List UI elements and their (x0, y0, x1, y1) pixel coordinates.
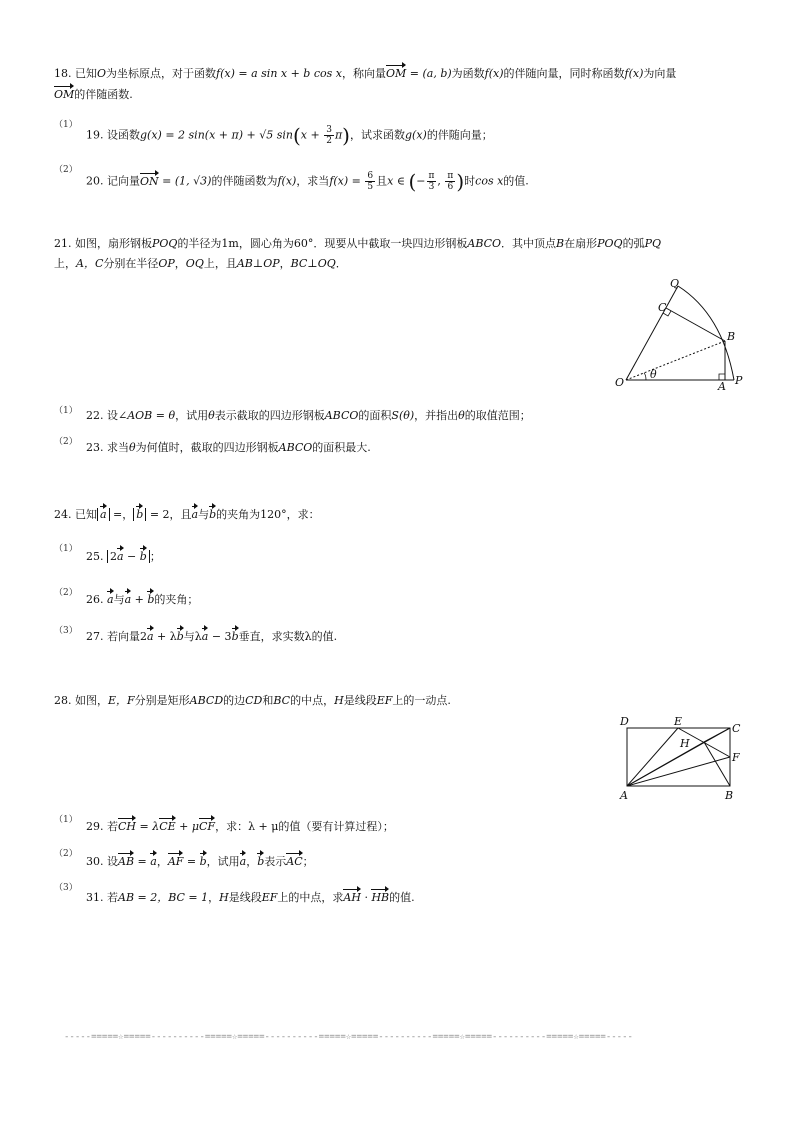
q20-vector: ON (140, 174, 159, 188)
vector-ac: AC (286, 855, 303, 868)
q29-label: （1） (54, 815, 78, 825)
q20-line (86, 171, 529, 192)
q25-text: ； (149, 550, 161, 563)
q20-text: 记向量 (107, 174, 140, 188)
q31-text: 是线段 (228, 891, 262, 904)
q29-math: + μ (175, 820, 200, 833)
q21-text: ， (279, 257, 291, 270)
vector-a: a (124, 593, 132, 606)
q18-text: 为函数 (451, 67, 485, 80)
q28-text: 如图， (75, 694, 108, 707)
q21-text: 分别在半径 (103, 257, 159, 270)
q29-text: 若 (107, 820, 118, 833)
q28-number: 28. (54, 694, 72, 707)
q19-math: x + (300, 128, 324, 142)
q27-math: 2 (140, 630, 147, 643)
q27-text: 若向量 (107, 630, 140, 643)
q30-text: 表示 (264, 855, 287, 868)
q24-text: 与 (198, 508, 210, 521)
q21-text: 的弧 (622, 237, 645, 250)
q21-math: ABCO (467, 237, 502, 250)
q31-line (86, 891, 415, 905)
q20-math: cos x (475, 174, 504, 188)
q31-number: 31. (86, 891, 104, 904)
q20-math: f(x) (277, 174, 297, 188)
q21-line2 (54, 257, 347, 271)
q31-math: AB = 2，BC = 1 (118, 891, 209, 904)
frac-den: 2 (326, 136, 332, 146)
q30-text: ； (302, 855, 314, 868)
q18-math: f(x) = a sin x + b cos x (216, 67, 342, 80)
q22-math: ABCO (324, 409, 359, 422)
q30-number: 30. (86, 855, 104, 868)
q20-text: 的伴随函数为 (211, 174, 278, 188)
sector-figure (612, 278, 752, 394)
q21-text: ．其中顶点 (501, 237, 557, 250)
q28-math: H (334, 694, 344, 707)
q30-text: ， (156, 855, 168, 868)
vector-a: a (191, 508, 199, 521)
q24-number: 24. (54, 508, 72, 521)
arc-pq (678, 286, 734, 380)
vector-cf: CF (199, 820, 216, 833)
label-d: D (620, 715, 629, 728)
q22-text: 表示截取的四边形钢板 (214, 409, 325, 422)
q21-number: 21. (54, 237, 72, 250)
q28-text: 和 (262, 694, 274, 707)
q19-text: 设函数 (107, 128, 140, 142)
vector-a: a (150, 855, 157, 868)
segment-hb (704, 742, 730, 786)
q19-math: π (334, 128, 343, 142)
q20-fraction (365, 171, 375, 192)
q19-label: （1） (54, 120, 78, 130)
q23-text: 为何值时，截取的四边形钢板 (135, 441, 279, 454)
frac-num: π (447, 171, 454, 181)
q26-text: 的夹角； (154, 593, 199, 606)
q23-line (86, 441, 371, 455)
label-q: Q (670, 278, 680, 290)
q19-math: g(x) (404, 128, 427, 142)
q21-math: POQ (597, 237, 623, 250)
q25-math: − (123, 550, 140, 563)
q22-math: ∠AOB = θ (118, 409, 176, 422)
q28-line (54, 694, 451, 708)
vector-a: a (107, 593, 114, 606)
vector-ah: AH (343, 891, 361, 904)
q20-fraction (445, 171, 455, 192)
q25-line (86, 550, 161, 564)
vector-b: b (139, 550, 147, 563)
q21-text: 的半径为1m，圆心角为60°．现要从中截取一块四边形钢板 (177, 237, 468, 250)
vector-ab: AB (118, 855, 135, 868)
q31-text: 上的中点，求 (277, 891, 344, 904)
label-theta: θ (650, 368, 657, 381)
vector-hb: HB (371, 891, 390, 904)
q22-math: θ (458, 409, 465, 422)
q27-math: λ (194, 630, 202, 643)
q30-text: ， (246, 855, 258, 868)
q31-text: 的值. (389, 891, 415, 904)
q27-math: + λ (153, 630, 177, 643)
q22-math: S(θ) (391, 409, 415, 422)
q20-number: 20. (86, 174, 104, 188)
q20-paren: ) (456, 169, 465, 194)
q24-text: =， (109, 508, 134, 521)
q20-text: 的值. (503, 174, 529, 188)
q21-math: PQ (644, 237, 661, 250)
vector-b: b (231, 630, 239, 643)
q26-text: 与 (113, 593, 125, 606)
q20-text: ，求当 (296, 174, 330, 188)
q30-text: 设 (107, 855, 118, 868)
q28-text: 的中点， (290, 694, 335, 707)
q19-math: g(x) = 2 sin(x + π) + √5 sin (140, 128, 293, 142)
q22-number: 22. (86, 409, 104, 422)
q18-text: 已知 (75, 67, 97, 80)
q21-text: ， (174, 257, 186, 270)
q28-text: 上的一动点. (392, 694, 451, 707)
q18-text: 为坐标原点，对于函数 (106, 67, 217, 80)
q28-math: ABCD (189, 694, 224, 707)
q19-text: 的伴随向量； (426, 128, 493, 142)
frac-num: 6 (367, 171, 374, 181)
frac-den: 6 (447, 182, 454, 192)
q21-text: 在扇形 (564, 237, 598, 250)
q23-text: 求当 (107, 441, 129, 454)
q20-math: , (437, 174, 445, 188)
segment-hc (704, 728, 730, 742)
q19-line (86, 125, 493, 146)
q23-text: 的面积最大. (312, 441, 371, 454)
label-h: H (680, 737, 690, 750)
q24-line (54, 508, 320, 522)
vector-b: b (147, 593, 155, 606)
rectangle-figure (614, 712, 748, 804)
vector-a: a (239, 855, 247, 868)
segment-ob (626, 341, 725, 380)
vector-b: b (209, 508, 217, 521)
segment-af (627, 757, 730, 786)
q20-text: 且 (376, 174, 388, 188)
vector-b: b (257, 855, 265, 868)
q18-text: 的伴随向量，同时称函数 (503, 67, 625, 80)
q27-number: 27. (86, 630, 104, 643)
vector-a: a (100, 508, 107, 521)
q21-math: OQ (185, 257, 204, 270)
q30-math: = (134, 855, 151, 868)
q24-text: 的夹角为120°，求： (216, 508, 320, 521)
vector-b: b (199, 855, 207, 868)
q28-math: E，F (108, 694, 135, 707)
theta-arc (644, 373, 646, 380)
vector-a: a (117, 550, 124, 563)
q31-math: · (360, 891, 372, 904)
q21-text: ． (335, 257, 347, 270)
q23-math: ABCO (278, 441, 313, 454)
q23-label: （2） (54, 437, 78, 447)
frac-den: 5 (367, 182, 374, 192)
segment-ah (627, 742, 704, 786)
q21-math: BC⊥OQ (290, 257, 336, 270)
frac-den: 3 (428, 182, 435, 192)
q21-text: 上， (54, 257, 76, 270)
label-b: B (725, 789, 734, 802)
q23-math: θ (129, 441, 136, 454)
q26-math: + (131, 593, 148, 606)
footer-divider: -----=====☆=====----------=====☆=====----------=====☆=====----------=====☆=====----------=====☆=====----- (64, 1032, 633, 1042)
q19-number: 19. (86, 128, 104, 142)
q20-math: = (1, √3) (158, 174, 212, 188)
q30-line (86, 855, 314, 869)
q27-text: 垂直，求实数λ的值. (238, 630, 338, 643)
vector-b: b (136, 508, 144, 521)
q18-text: 为向量 (643, 67, 677, 80)
radius-oq (626, 286, 678, 380)
label-c: C (658, 301, 667, 314)
q29-math: = λ (136, 820, 160, 833)
q31-label: （3） (54, 883, 78, 893)
q20-text: 时 (464, 174, 476, 188)
label-f: F (732, 751, 740, 764)
q22-text: 设 (107, 409, 118, 422)
q21-math: A，C (76, 257, 104, 270)
q25-label: （1） (54, 544, 78, 554)
q20-math: − (416, 174, 426, 188)
q27-text: 与 (183, 630, 195, 643)
vector-af: AF (167, 855, 184, 868)
q22-label: （1） (54, 406, 78, 416)
q22-text: 的取值范围； (464, 409, 531, 422)
frac-num: 3 (326, 125, 332, 135)
q25-math: 2 (110, 550, 117, 563)
q28-text: 分别是矩形 (134, 694, 190, 707)
q27-math: − 3 (208, 630, 232, 643)
q28-math: BC (273, 694, 291, 707)
q28-math: CD (245, 694, 263, 707)
q25-number: 25. (86, 550, 104, 563)
q22-text: ，并指出 (414, 409, 459, 422)
label-p: P (735, 374, 743, 387)
q27-line (86, 630, 337, 644)
q21-math: OP (158, 257, 175, 270)
q21-math: B (556, 237, 565, 250)
q31-text: 若 (107, 891, 118, 904)
segment-bc (666, 308, 725, 341)
q18-text: ，称向量 (341, 67, 386, 80)
q24-text: 已知 (75, 508, 97, 521)
label-o: O (615, 376, 625, 389)
q27-label: （3） (54, 626, 78, 636)
label-b: B (727, 330, 736, 343)
q18-text: 的伴随函数. (74, 88, 133, 101)
q29-number: 29. (86, 820, 104, 833)
q25-abs (107, 550, 150, 563)
q20-math: x ∈ (387, 174, 409, 188)
q28-text: 是线段 (343, 694, 377, 707)
q31-math: H (219, 891, 229, 904)
label-c: C (732, 722, 741, 735)
q18-math: = (a, b) (406, 67, 452, 80)
q22-text: ，试用 (175, 409, 209, 422)
q30-math: = (183, 855, 200, 868)
q24-abs-a (97, 508, 110, 521)
q24-text: = 2，且 (146, 508, 192, 521)
q26-number: 26. (86, 593, 104, 606)
q26-line (86, 593, 198, 607)
label-a: A (620, 789, 628, 802)
q23-number: 23. (86, 441, 104, 454)
q18-math: f(x) (624, 67, 644, 80)
vector-ce: CE (159, 820, 176, 833)
vector-a: a (147, 630, 154, 643)
q31-math: EF (261, 891, 278, 904)
frac-num: π (428, 171, 435, 181)
vector-b: b (176, 630, 184, 643)
q18-math: O (97, 67, 107, 80)
q21-text: 如图，扇形钢板 (75, 237, 152, 250)
q21-math: AB⊥OP (236, 257, 280, 270)
q26-label: （2） (54, 588, 78, 598)
q29-line (86, 820, 394, 834)
q31-text: ， (208, 891, 220, 904)
q24-abs-b (133, 508, 146, 521)
q30-text: ，试用 (206, 855, 240, 868)
q20-math: f(x) = (329, 174, 365, 188)
vector-a: a (201, 630, 209, 643)
label-a: A (718, 380, 726, 393)
q18-math: f(x) (484, 67, 504, 80)
q19-paren: ) (342, 123, 350, 148)
q22-math: θ (208, 409, 215, 422)
q21-math: POQ (152, 237, 178, 250)
q21-text: 上，且 (203, 257, 237, 270)
q22-line (86, 409, 531, 423)
q18-vector: OM (54, 88, 75, 101)
q18-vector: OM (385, 67, 407, 80)
label-e: E (674, 715, 683, 728)
q28-text: 的边 (223, 694, 246, 707)
q18-number: 18. (54, 67, 72, 80)
vector-ch: CH (118, 820, 137, 833)
q18-line2 (54, 88, 133, 102)
q30-label: （2） (54, 849, 78, 859)
q20-fraction (427, 171, 437, 192)
q20-paren: ( (408, 169, 417, 194)
q29-text: ，求：λ + μ的值（要有计算过程）； (215, 820, 394, 833)
q28-math: EF (376, 694, 393, 707)
q19-fraction (324, 125, 334, 146)
q19-text: ，试求函数 (349, 128, 405, 142)
segment-ae (627, 728, 678, 786)
q18-line1 (54, 67, 676, 81)
q20-label: （2） (54, 165, 78, 175)
q22-text: 的面积 (358, 409, 392, 422)
q19-paren: ( (292, 123, 301, 148)
q21-line1 (54, 237, 661, 251)
